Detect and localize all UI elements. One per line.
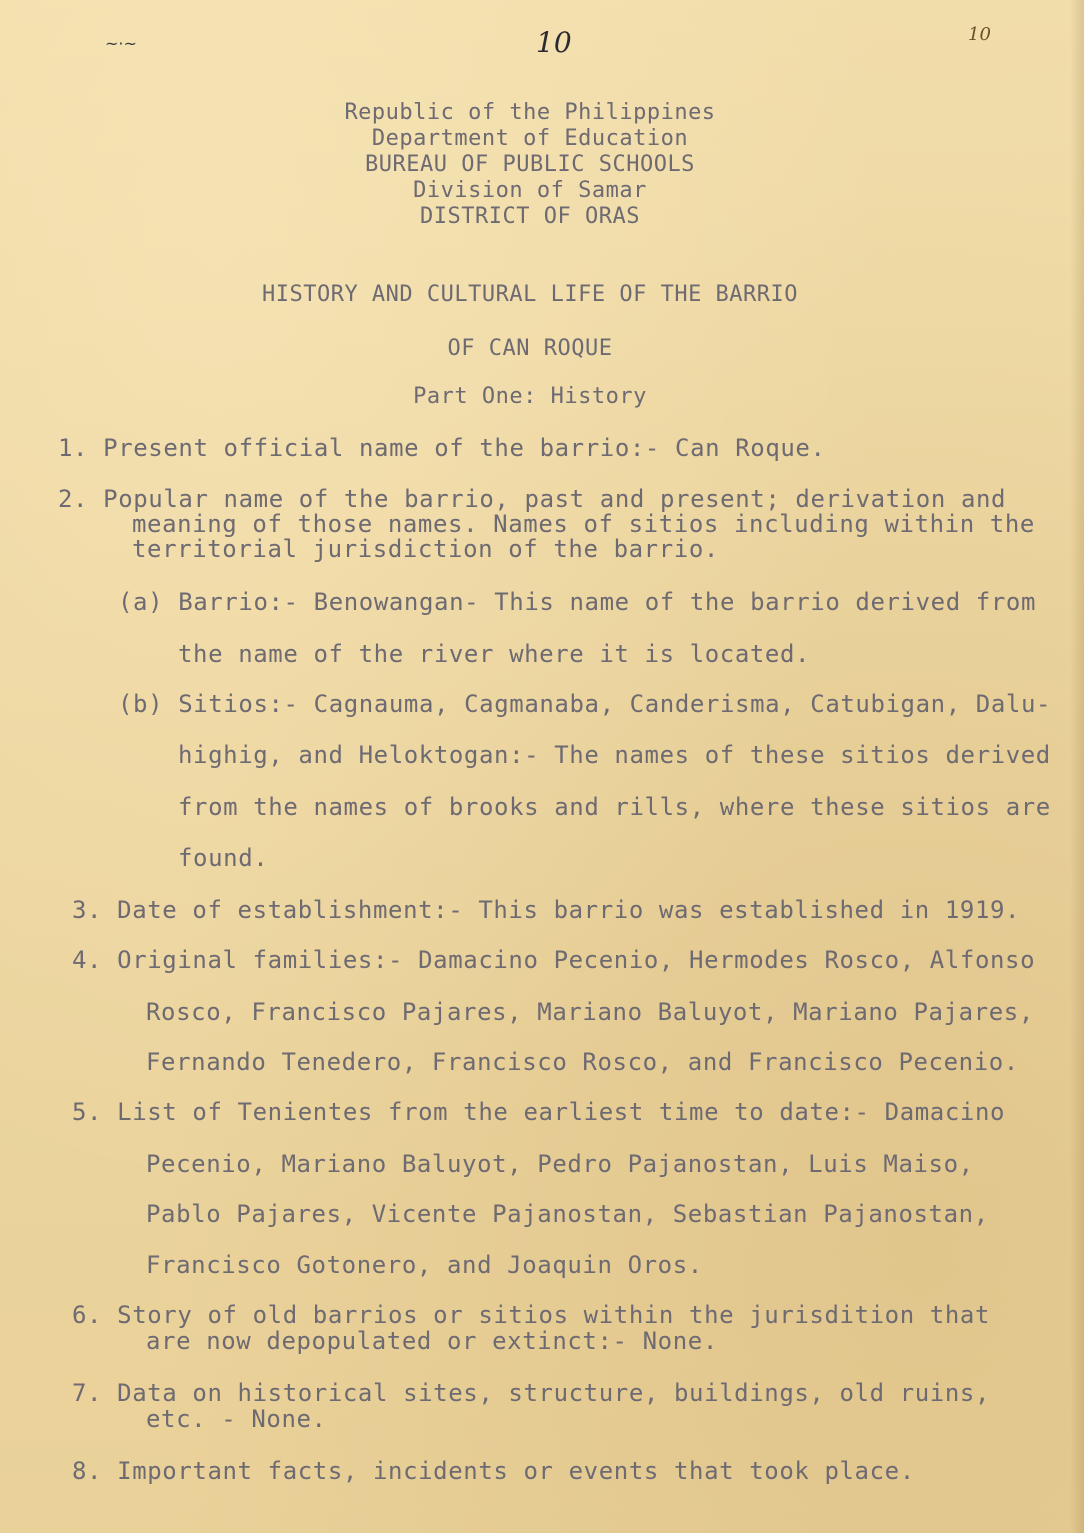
section-heading: Part One: History (413, 384, 647, 409)
item-6-line-2: are now depopulated or extinct:- None. (146, 1327, 718, 1355)
header-line-district: DISTRICT OF ORAS (420, 204, 640, 229)
item-2b-line-2: highig, and Heloktogan:- The names of these sitios derived (178, 741, 1051, 769)
item-2a-line-2: the name of the river where it is located. (178, 640, 811, 668)
item-7-line-2: etc. - None. (146, 1405, 327, 1433)
handwritten-scribble: ~·~ (105, 34, 137, 53)
header-line-division: Division of Samar (413, 178, 647, 203)
item-2b-line-4: found. (178, 844, 269, 872)
item-7-line-1: 7. Data on historical sites, structure, buildings, old ruins, (72, 1379, 991, 1407)
item-2b-line-3: from the names of brooks and rills, where these sitios are (178, 793, 1051, 821)
item-2b-line-1: (b) Sitios:- Cagnauma, Cagmanaba, Canderisma, Catubigan, Dalu- (118, 690, 1052, 718)
item-4-line-2: Rosco, Francisco Pajares, Mariano Baluyot, Mariano Pajares, (146, 998, 1034, 1026)
letterhead (300, 100, 760, 230)
document-title-barrio: OF CAN ROQUE (447, 336, 613, 361)
handwritten-corner-number: 10 (968, 24, 991, 45)
document-title: HISTORY AND CULTURAL LIFE OF THE BARRIO (261, 282, 799, 307)
item-3-establishment: 3. Date of establishment:- This barrio was established in 1919. (72, 896, 1021, 924)
item-2-line-1: 2. Popular name of the barrio, past and present; derivation and (58, 485, 1007, 513)
item-2-line-2: meaning of those names. Names of sitios including within the (132, 510, 1035, 538)
item-4-line-1: 4. Original families:- Damacino Pecenio, Hermodes Rosco, Alfonso (72, 946, 1036, 974)
item-8-important-facts: 8. Important facts, incidents or events that took place. (72, 1457, 915, 1485)
item-2-line-3: territorial jurisdiction of the barrio. (132, 535, 719, 563)
handwritten-page-number: 10 (536, 26, 572, 59)
header-line-bureau: BUREAU OF PUBLIC SCHOOLS (365, 152, 695, 177)
item-5-line-2: Pecenio, Mariano Baluyot, Pedro Pajanostan, Luis Maiso, (146, 1150, 974, 1178)
item-2a-line-1: (a) Barrio:- Benowangan- This name of the barrio derived from (118, 588, 1037, 616)
header-line-department: Department of Education (371, 126, 689, 151)
item-5-line-1: 5. List of Tenientes from the earliest time to date:- Damacino (72, 1098, 1006, 1126)
item-6-line-1: 6. Story of old barrios or sitios within the jurisdition that (72, 1301, 991, 1329)
header-line-republic: Republic of the Philippines (344, 100, 716, 125)
page-edge-shadow (1070, 0, 1084, 1533)
item-5-line-4: Francisco Gotonero, and Joaquin Oros. (146, 1251, 703, 1279)
item-1-official-name: 1. Present official name of the barrio:- Can Roque. (58, 434, 826, 462)
item-5-line-3: Pablo Pajares, Vicente Pajanostan, Sebastian Pajanostan, (146, 1200, 989, 1228)
item-4-line-3: Fernando Tenedero, Francisco Rosco, and Francisco Pecenio. (146, 1048, 1019, 1076)
